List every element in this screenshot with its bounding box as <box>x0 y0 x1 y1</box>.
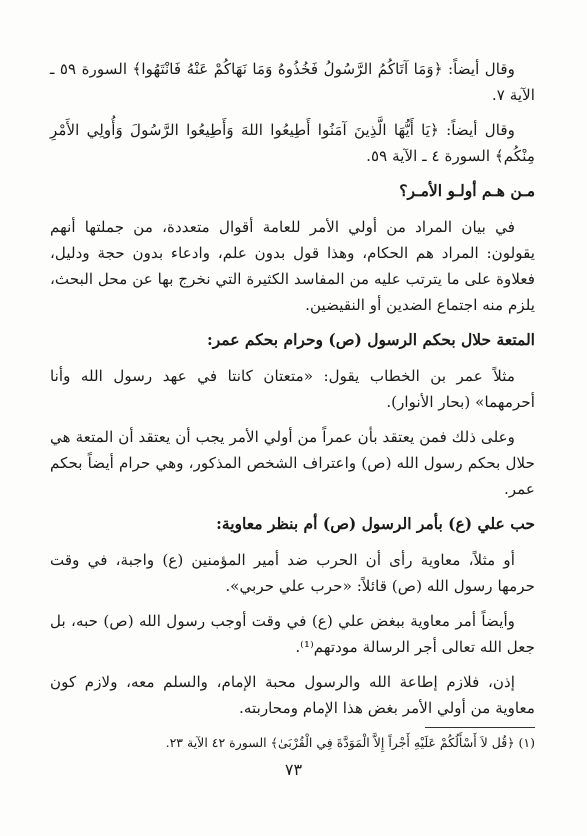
quote-paragraph-1: وقال أيضاً: ﴿وَمَا آتَاكُمُ الرَّسُولُ فَخُذُوهُ وَمَا نَهَاكُمْ عَنْهُ فَانْتَهُوا﴾ السورة ٥٩ ـ الآية ٧. <box>50 60 535 104</box>
paragraph-7: وأيضاً أمر معاوية ببغض علي (ع) في وقت أوجب رسول الله (ص) حبه، بل جعل الله تعالى أجر الرسالة مودتهم⁽¹⁾. <box>50 612 535 656</box>
footnote: (١) ﴿قُل لاَ أَسْأَلُكُمْ عَلَيْهِ أَجْراً إِلاَّ الْمَوَدَّةَ فِي الْقُرْبَىٰ﴾ السورة ٤٢ الآية ٢٣. <box>165 735 535 750</box>
section-heading-row-1 <box>50 178 535 208</box>
body-text <box>50 56 535 730</box>
section-heading-3: حب علي (ع) بأمر الرسول (ص) أم بنظر معاوية: <box>210 511 535 537</box>
quote-paragraph-2: وقال أيضاً: ﴿يَا أَيُّهَا الَّذِينَ آمَنُوا أَطِيعُوا اللهَ وَأَطِيعُوا الرَّسُولَ وَأُولِي الأَمْرِ مِنْكُم﴾ السورة ٤ ـ الآية ٥٩. <box>50 121 535 165</box>
footnote-divider <box>425 727 535 728</box>
page-number: ٧٣ <box>284 760 303 779</box>
paragraph-8: إذن، فلازم إطاعة الله والرسول محبة الإمام، والسلم معه، ولازم كون معاوية من أولي الأمر بغض هذا الإمام ومحاربته. <box>50 673 535 717</box>
section-heading-row-3 <box>50 511 535 541</box>
section-heading-1: مـن هـم أولـو الأمـر؟ <box>393 178 535 204</box>
paragraph-5: وعلى ذلك فمن يعتقد بأن عمراً من أولي الأمر يجب أن يعتقد أن المتعة هي حلال بحكم رسول الله (ص) واعتراف الشخص المذكور، وهي حرام أيضاً بحكم عمر. <box>50 428 535 498</box>
section-heading-row-2 <box>50 327 535 357</box>
paragraph-4: مثلاً عمر بن الخطاب يقول: «متعتان كانتا في عهد رسول الله وأنا أحرمهما» (بحار الأنوار). <box>50 367 535 411</box>
paragraph-6: أو مثلاً، معاوية رأى أن الحرب ضد أمير المؤمنين (ع) واجبة، في وقت حرمها رسول الله (ص) قائلاً: «حرب علي حربي». <box>50 551 535 595</box>
paragraph-3: في بيان المراد من أولي الأمر للعامة أقوال متعددة، من جملتها أنهم يقولون: المراد هم الحكام، وهذا قول بدون علم، وادعاء بدون حجة ودليل، فعلاوة على ما يترتب عليه من المفاسد الكثيرة التي نخرج بها عن محل البحث، يلزم منه اجتماع الضدين أو النقيضين. <box>50 218 535 314</box>
section-heading-2: المتعة حلال بحكم الرسول (ص) وحرام بحكم عمر: <box>201 327 535 353</box>
